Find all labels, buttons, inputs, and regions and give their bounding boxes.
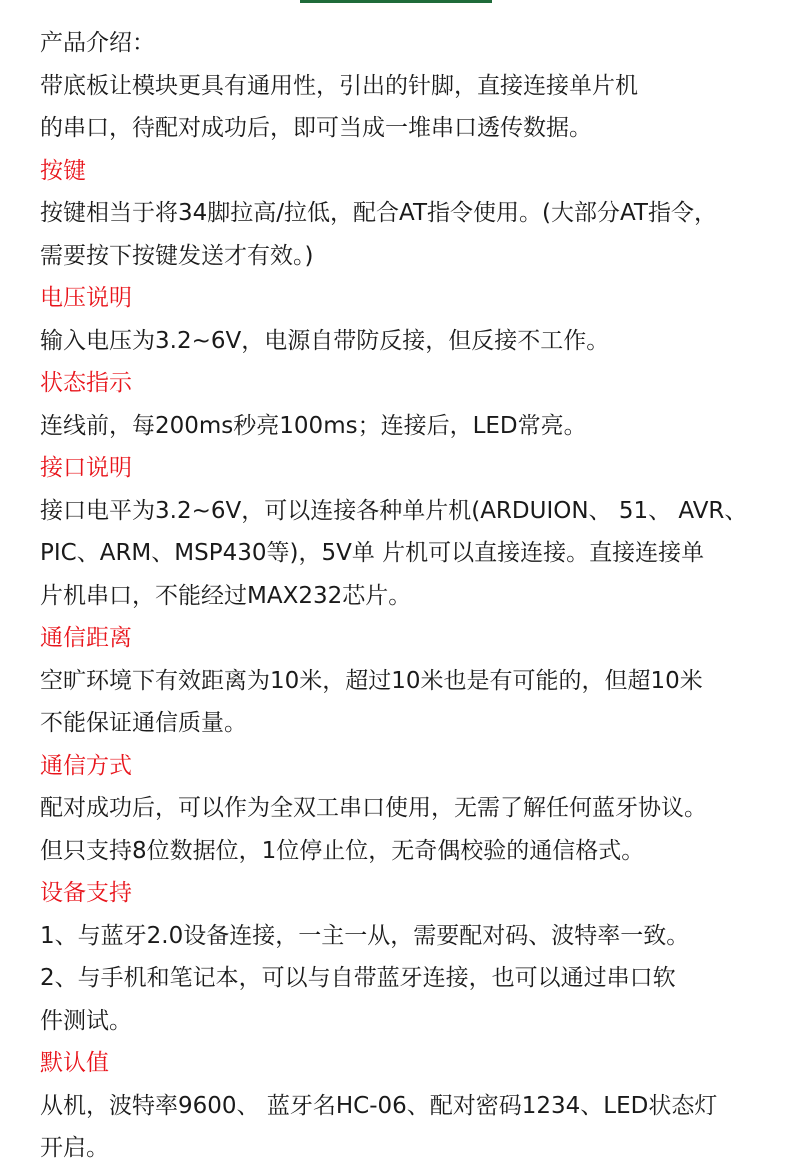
section-line: 片机串口，不能经过MAX232芯片。 bbox=[40, 582, 412, 609]
section-line: 按键相当于将34脚拉高/拉低，配合AT指令使用。(大部分AT指令， bbox=[40, 200, 717, 226]
intro-line: 带底板让模块更具有通用性，引出的针脚，直接连接单片机 bbox=[40, 72, 638, 99]
section-line: 2、与手机和笔记本，可以与自带蓝牙连接，也可以通过串口软 bbox=[40, 965, 676, 991]
section-line: 配对成功后，可以作为全双工串口使用，无需了解任何蓝牙协议。 bbox=[40, 795, 707, 821]
section-line: 不能保证通信质量。 bbox=[40, 710, 247, 736]
intro-line: 的串口，待配对成功后，即可当成一堆串口透传数据。 bbox=[40, 115, 592, 141]
section-heading-mode: 通信方式 bbox=[40, 752, 132, 779]
section-line: 需要按下按键发送才有效。) bbox=[40, 242, 314, 269]
intro-heading: 产品介绍： bbox=[40, 30, 155, 56]
section-line: 开启。 bbox=[40, 1135, 109, 1161]
product-description bbox=[40, 22, 785, 1170]
section-heading-range: 通信距离 bbox=[40, 625, 132, 651]
section-heading-defaults: 默认值 bbox=[40, 1050, 109, 1076]
section-line: 1、与蓝牙2.0设备连接，一主一从，需要配对码、波特率一致。 bbox=[40, 922, 690, 949]
section-heading-status: 状态指示 bbox=[40, 370, 132, 396]
section-line: 输入电压为3.2~6V，电源自带防反接，但反接不工作。 bbox=[40, 327, 610, 354]
section-heading-interface: 接口说明 bbox=[40, 455, 132, 481]
top-accent-bar bbox=[300, 0, 492, 3]
section-line: 连线前，每200ms秒亮100ms；连接后，LED常亮。 bbox=[40, 412, 587, 439]
section-line: PIC、ARM、MSP430等)，5V单 片机可以直接连接。直接连接单 bbox=[40, 540, 705, 566]
section-heading-button: 按键 bbox=[40, 157, 86, 184]
section-line: 接口电平为3.2~6V，可以连接各种单片机(ARDUION、 51、 AVR、 bbox=[40, 497, 748, 524]
section-line: 件测试。 bbox=[40, 1007, 132, 1034]
section-line: 空旷环境下有效距离为10米，超过10米也是有可能的，但超10米 bbox=[40, 667, 703, 694]
section-heading-voltage: 电压说明 bbox=[40, 285, 132, 311]
section-line: 从机，波特率9600、 蓝牙名HC-06、配对密码1234、LED状态灯 bbox=[40, 1092, 718, 1119]
section-line: 但只支持8位数据位，1位停止位，无奇偶校验的通信格式。 bbox=[40, 837, 645, 864]
section-heading-devices: 设备支持 bbox=[40, 880, 132, 906]
